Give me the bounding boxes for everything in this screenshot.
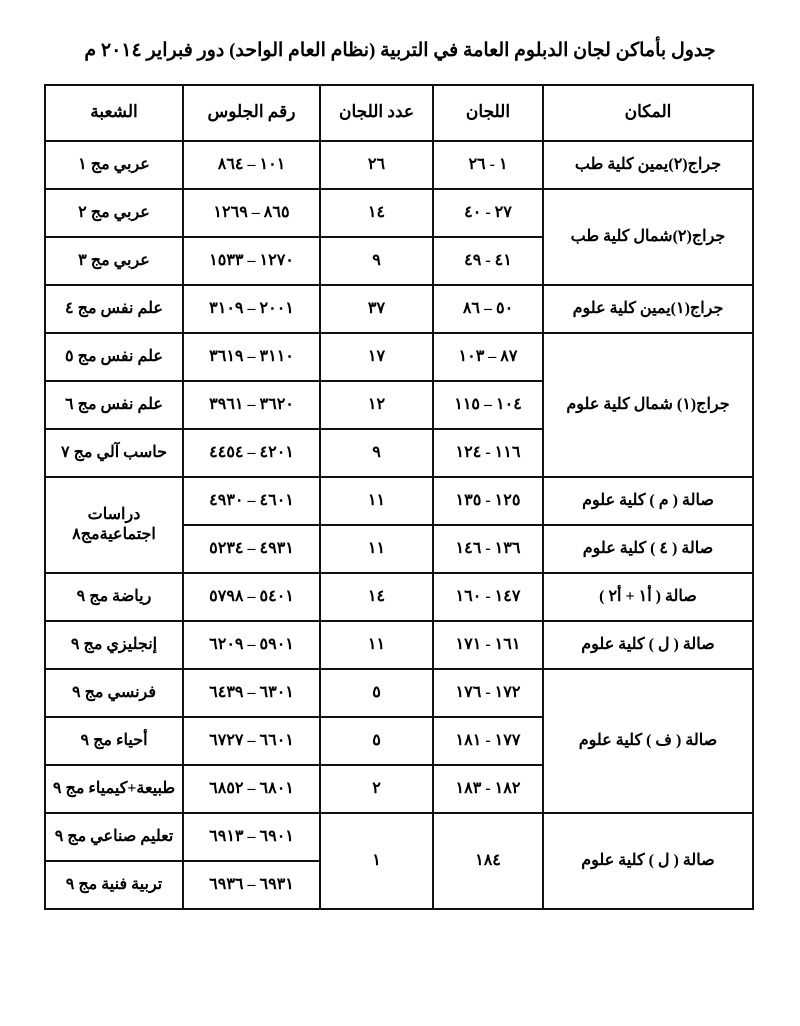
cell-seat-number: ٦٨٠١ – ٦٨٥٢ — [183, 765, 320, 813]
cell-place: صالة ( ٤ ) كلية علوم — [543, 525, 753, 573]
cell-committee-count: ١١ — [320, 477, 433, 525]
cell-committees: ١٤٧ - ١٦٠ — [433, 573, 543, 621]
cell-place: صالة ( أ١ + أ٢ ) — [543, 573, 753, 621]
cell-committees: ١٦١ - ١٧١ — [433, 621, 543, 669]
table-row — [45, 141, 753, 189]
column-header-seat-number: رقم الجلوس — [183, 85, 320, 141]
cell-seat-number: ٣١١٠ – ٣٦١٩ — [183, 333, 320, 381]
cell-seat-number: ٨٦٥ – ١٢٦٩ — [183, 189, 320, 237]
cell-committees: ١٨٤ — [433, 813, 543, 909]
cell-committee-count: ١ — [320, 813, 433, 909]
cell-branch: عربي مج ٣ — [45, 237, 183, 285]
cell-place: جراج(٢)شمال كلية طب — [543, 189, 753, 285]
cell-committee-count: ٥ — [320, 669, 433, 717]
cell-branch: عربي مج ٢ — [45, 189, 183, 237]
cell-place: صالة ( ل ) كلية علوم — [543, 813, 753, 909]
column-header-committees: اللجان — [433, 85, 543, 141]
cell-committee-count: ١١ — [320, 525, 433, 573]
cell-branch: حاسب آلي مج ٧ — [45, 429, 183, 477]
cell-branch: علم نفس مج ٥ — [45, 333, 183, 381]
column-header-committee-count: عدد اللجان — [320, 85, 433, 141]
cell-branch: فرنسي مج ٩ — [45, 669, 183, 717]
cell-branch: تربية فنية مج ٩ — [45, 861, 183, 909]
cell-seat-number: ٦٣٠١ – ٦٤٣٩ — [183, 669, 320, 717]
table-row — [45, 621, 753, 669]
cell-place: صالة ( ف ) كلية علوم — [543, 669, 753, 813]
cell-seat-number: ٢٠٠١ – ٣١٠٩ — [183, 285, 320, 333]
table-header-row — [45, 85, 753, 141]
table-row — [45, 189, 753, 237]
cell-branch: عربي مج ١ — [45, 141, 183, 189]
cell-committees: ٢٧ - ٤٠ — [433, 189, 543, 237]
cell-committee-count: ١٢ — [320, 381, 433, 429]
cell-branch: علم نفس مج ٤ — [45, 285, 183, 333]
cell-committees: ١٨٢ - ١٨٣ — [433, 765, 543, 813]
table-row — [45, 333, 753, 381]
cell-branch: علم نفس مج ٦ — [45, 381, 183, 429]
cell-seat-number: ٦٩٠١ – ٦٩١٣ — [183, 813, 320, 861]
schedule-table-container — [46, 84, 754, 910]
cell-committees: ١١٦ - ١٢٤ — [433, 429, 543, 477]
cell-seat-number: ٦٦٠١ – ٦٧٢٧ — [183, 717, 320, 765]
cell-branch: دراسات اجتماعيةمج٨ — [45, 477, 183, 573]
cell-committees: ١٣٦ - ١٤٦ — [433, 525, 543, 573]
cell-committee-count: ٢٦ — [320, 141, 433, 189]
column-header-branch: الشعبة — [45, 85, 183, 141]
column-header-place: المكان — [543, 85, 753, 141]
cell-place: صالة ( م ) كلية علوم — [543, 477, 753, 525]
table-row — [45, 573, 753, 621]
table-row — [45, 669, 753, 717]
cell-seat-number: ١٢٧٠ – ١٥٣٣ — [183, 237, 320, 285]
cell-place: جراج(١) شمال كلية علوم — [543, 333, 753, 477]
cell-committee-count: ٥ — [320, 717, 433, 765]
cell-committee-count: ١٤ — [320, 189, 433, 237]
cell-committees: ١٢٥ - ١٣٥ — [433, 477, 543, 525]
cell-seat-number: ٥٩٠١ – ٦٢٠٩ — [183, 621, 320, 669]
document-page — [0, 38, 800, 1026]
cell-branch: طبيعة+كيمياء مج ٩ — [45, 765, 183, 813]
cell-seat-number: ٤٩٣١ – ٥٢٣٤ — [183, 525, 320, 573]
cell-committee-count: ٩ — [320, 237, 433, 285]
cell-seat-number: ٥٤٠١ – ٥٧٩٨ — [183, 573, 320, 621]
cell-committees: ١٠٤ – ١١٥ — [433, 381, 543, 429]
cell-seat-number: ٤٢٠١ – ٤٤٥٤ — [183, 429, 320, 477]
schedule-table — [44, 84, 754, 910]
cell-committees: ١٧٢ - ١٧٦ — [433, 669, 543, 717]
cell-seat-number: ٤٦٠١ – ٤٩٣٠ — [183, 477, 320, 525]
cell-committees: ٥٠ – ٨٦ — [433, 285, 543, 333]
cell-seat-number: ١٠١ – ٨٦٤ — [183, 141, 320, 189]
cell-committee-count: ١٤ — [320, 573, 433, 621]
cell-seat-number: ٦٩٣١ – ٦٩٣٦ — [183, 861, 320, 909]
cell-place: جراج(١)يمين كلية علوم — [543, 285, 753, 333]
cell-committee-count: ٣٧ — [320, 285, 433, 333]
cell-committee-count: ١٧ — [320, 333, 433, 381]
cell-committee-count: ١١ — [320, 621, 433, 669]
cell-committees: ١ - ٢٦ — [433, 141, 543, 189]
cell-committee-count: ٩ — [320, 429, 433, 477]
cell-place: جراج(٢)يمين كلية طب — [543, 141, 753, 189]
cell-branch: إنجليزي مج ٩ — [45, 621, 183, 669]
page-title: جدول بأماكن لجان الدبلوم العامة في التربية (نظام العام الواحد) دور فبراير ٢٠١٤ م — [84, 40, 716, 61]
cell-committee-count: ٢ — [320, 765, 433, 813]
cell-place: صالة ( ل ) كلية علوم — [543, 621, 753, 669]
table-row — [45, 813, 753, 861]
table-row — [45, 285, 753, 333]
cell-seat-number: ٣٦٢٠ – ٣٩٦١ — [183, 381, 320, 429]
table-row — [45, 477, 753, 525]
cell-branch: تعليم صناعي مج ٩ — [45, 813, 183, 861]
cell-branch: رياضة مج ٩ — [45, 573, 183, 621]
cell-committees: ٨٧ – ١٠٣ — [433, 333, 543, 381]
cell-committees: ١٧٧ - ١٨١ — [433, 717, 543, 765]
cell-committees: ٤١ - ٤٩ — [433, 237, 543, 285]
cell-branch: أحياء مج ٩ — [45, 717, 183, 765]
